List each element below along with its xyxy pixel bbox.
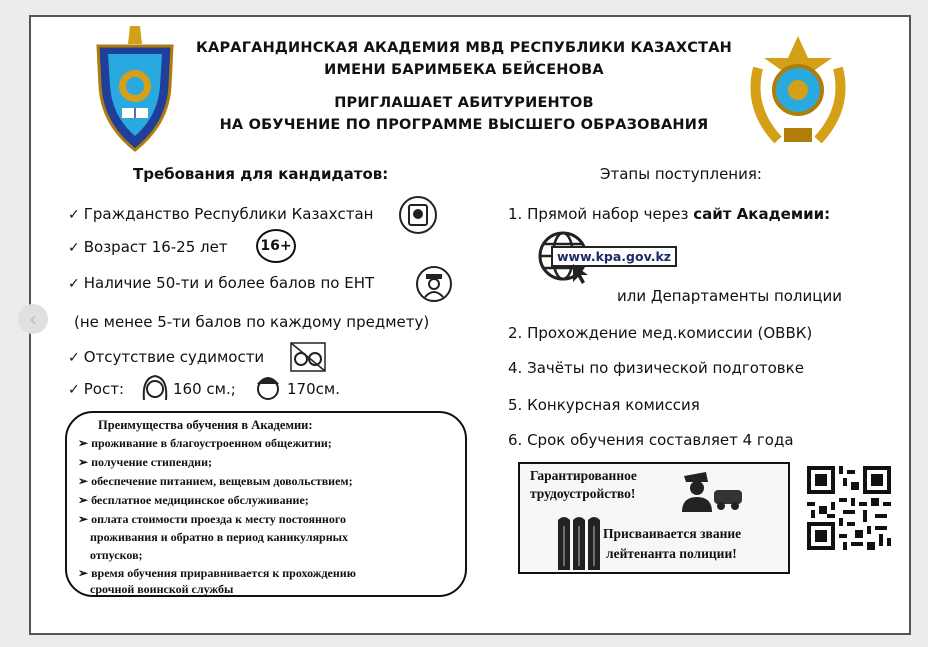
bullet-arrow-icon: ➢ bbox=[78, 455, 89, 469]
advantage-item-continued: отпусков; bbox=[90, 548, 143, 562]
height-female-value: 160 см.; bbox=[173, 380, 236, 398]
stage-1: 1. Прямой набор через сайт Академии: bbox=[508, 205, 831, 223]
age-text: Возраст 16-25 лет bbox=[83, 238, 228, 256]
cursor-arrow-icon bbox=[571, 262, 593, 286]
age-16-plus-badge: 16+ bbox=[256, 229, 296, 263]
passport-icon bbox=[398, 195, 438, 235]
ent-note: (не менее 5-ти балов по каждому предмету) bbox=[74, 313, 430, 331]
invitation-line1: ПРИГЛАШАЕТ АБИТУРИЕНТОВ bbox=[334, 95, 594, 111]
requirement-ent bbox=[68, 274, 374, 292]
female-face-icon bbox=[140, 372, 170, 404]
requirement-citizenship bbox=[68, 205, 374, 223]
advantage-item: ➢ обеспечение питанием, вещевым довольствием; bbox=[78, 474, 353, 488]
requirements-heading: Требования для кандидатов: bbox=[133, 165, 389, 183]
check-icon: ✓ bbox=[68, 240, 80, 256]
student-icon bbox=[414, 265, 454, 303]
stages-heading: Этапы поступления: bbox=[600, 165, 762, 183]
ent-text: Наличие 50-ти и более балов по ЕНТ bbox=[83, 274, 375, 292]
advantage-item: ➢ получение стипендии; bbox=[78, 455, 212, 469]
check-icon: ✓ bbox=[68, 276, 80, 292]
advantage-item: ➢ бесплатное медицинское обслуживание; bbox=[78, 493, 309, 507]
guarantee-line3: Присваивается звание bbox=[603, 526, 742, 541]
advantage-item: ➢ оплата стоимости проезда к месту постоянного bbox=[78, 512, 346, 526]
advantages-title: Преимущества обучения в Академии: bbox=[98, 418, 313, 432]
lieutenant-shoulder-straps-icon bbox=[556, 514, 600, 570]
stage-2: 2. Прохождение мед.комиссии (ОВВК) bbox=[508, 324, 813, 342]
requirement-height bbox=[68, 380, 124, 398]
bullet-arrow-icon: ➢ bbox=[78, 474, 89, 488]
advantage-item: ➢ время обучения приравнивается к прохождению bbox=[78, 566, 356, 580]
check-icon: ✓ bbox=[68, 207, 80, 223]
male-face-icon bbox=[252, 370, 284, 404]
qr-code-icon[interactable] bbox=[803, 462, 895, 554]
no-record-text: Отсутствие судимости bbox=[83, 348, 265, 366]
bullet-arrow-icon: ➢ bbox=[78, 493, 89, 507]
requirement-age bbox=[68, 238, 228, 256]
advantage-item-continued: проживания и обратно в период каникулярных bbox=[90, 530, 349, 544]
previous-slide-button[interactable] bbox=[18, 304, 48, 334]
academy-name-line2: ИМЕНИ БАРИМБЕКА БЕЙСЕНОВА bbox=[324, 62, 604, 78]
bullet-arrow-icon: ➢ bbox=[78, 566, 89, 580]
police-officer-car-icon bbox=[678, 466, 744, 512]
bullet-arrow-icon: ➢ bbox=[78, 512, 89, 526]
check-icon: ✓ bbox=[68, 350, 80, 366]
stage-6: 6. Срок обучения составляет 4 года bbox=[508, 431, 794, 449]
height-label: Рост: bbox=[83, 380, 124, 398]
chevron-left-icon: ‹ bbox=[29, 307, 37, 331]
guarantee-line1: Гарантированное bbox=[530, 468, 637, 483]
stage-1-alternative: или Департаменты полиции bbox=[617, 287, 842, 305]
height-male-value: 170см. bbox=[287, 380, 340, 398]
bullet-arrow-icon: ➢ bbox=[78, 436, 89, 450]
stage-5: 5. Конкурсная комиссия bbox=[508, 396, 700, 414]
requirement-no-record bbox=[68, 348, 264, 366]
advantage-item-continued: срочной воинской службы bbox=[90, 582, 234, 596]
invitation-line2: НА ОБУЧЕНИЕ ПО ПРОГРАММЕ ВЫСШЕГО ОБРАЗОВАНИЯ bbox=[219, 117, 709, 133]
citizenship-text: Гражданство Республики Казахстан bbox=[83, 205, 374, 223]
handcuffs-crossed-icon bbox=[289, 341, 327, 373]
academy-name-line1: КАРАГАНДИНСКАЯ АКАДЕМИЯ МВД РЕСПУБЛИКИ КАЗАХСТАН bbox=[196, 40, 732, 56]
check-icon: ✓ bbox=[68, 382, 80, 398]
advantage-item: ➢ проживание в благоустроенном общежитии; bbox=[78, 436, 332, 450]
academy-url-link[interactable]: www.kpa.gov.kz bbox=[551, 246, 677, 267]
stage-4: 4. Зачёты по физической подготовке bbox=[508, 359, 804, 377]
guarantee-line2: трудоустройство! bbox=[530, 486, 636, 501]
guarantee-line4: лейтенанта полиции! bbox=[606, 546, 737, 561]
academy-site-label: сайт Академии: bbox=[693, 205, 831, 223]
